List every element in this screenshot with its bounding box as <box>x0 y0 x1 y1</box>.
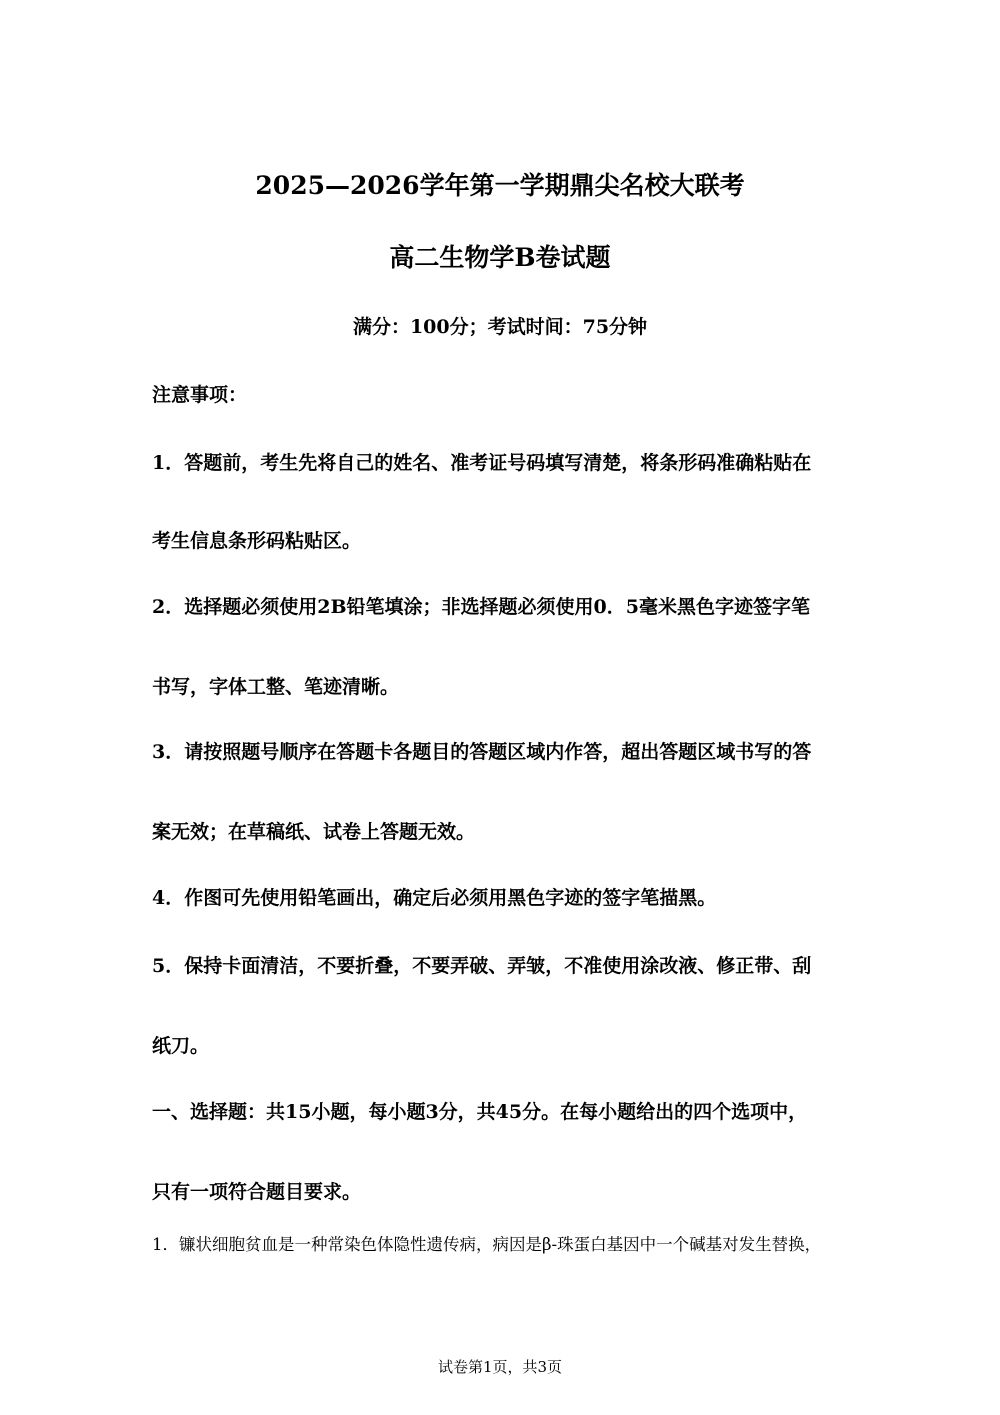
note-line: 3．请按照题号顺序在答题卡各题目的答题区域内作答，超出答题区域书写的答 <box>152 741 812 763</box>
note-line: 2．选择题必须使用2B铅笔填涂；非选择题必须使用0．5毫米黑色字迹签字笔 <box>152 596 810 618</box>
exam-subtitle: 高二生物学B卷试题 <box>389 243 611 272</box>
note-line: 1．答题前，考生先将自己的姓名、准考证号码填写清楚，将条形码准确粘贴在 <box>152 452 812 474</box>
note-line: 案无效；在草稿纸、试卷上答题无效。 <box>152 821 476 843</box>
exam-title: 2025—2026学年第一学期鼎尖名校大联考 <box>255 171 745 200</box>
question-1-text: 1．镰状细胞贫血是一种常染色体隐性遗传病，病因是β-珠蛋白基因中一个碱基对发生替换， <box>152 1235 822 1254</box>
note-line: 4．作图可先使用铅笔画出，确定后必须用黑色字迹的签字笔描黑。 <box>152 887 717 909</box>
section-heading: 一、选择题：共15小题，每小题3分，共45分。在每小题给出的四个选项中， <box>152 1101 808 1123</box>
note-line: 书写，字体工整、笔迹清晰。 <box>152 676 400 698</box>
note-line: 纸刀。 <box>152 1035 210 1057</box>
note-line: 考生信息条形码粘贴区。 <box>152 530 362 552</box>
note-line: 5．保持卡面清洁，不要折叠，不要弄破、弄皱，不准使用涂改液、修正带、刮 <box>152 955 812 977</box>
notes-heading: 注意事项： <box>152 384 248 406</box>
page-footer: 试卷第1页，共3页 <box>437 1358 563 1376</box>
score-info: 满分：100分；考试时间：75分钟 <box>352 316 648 338</box>
section-heading-cont: 只有一项符合题目要求。 <box>152 1181 362 1203</box>
